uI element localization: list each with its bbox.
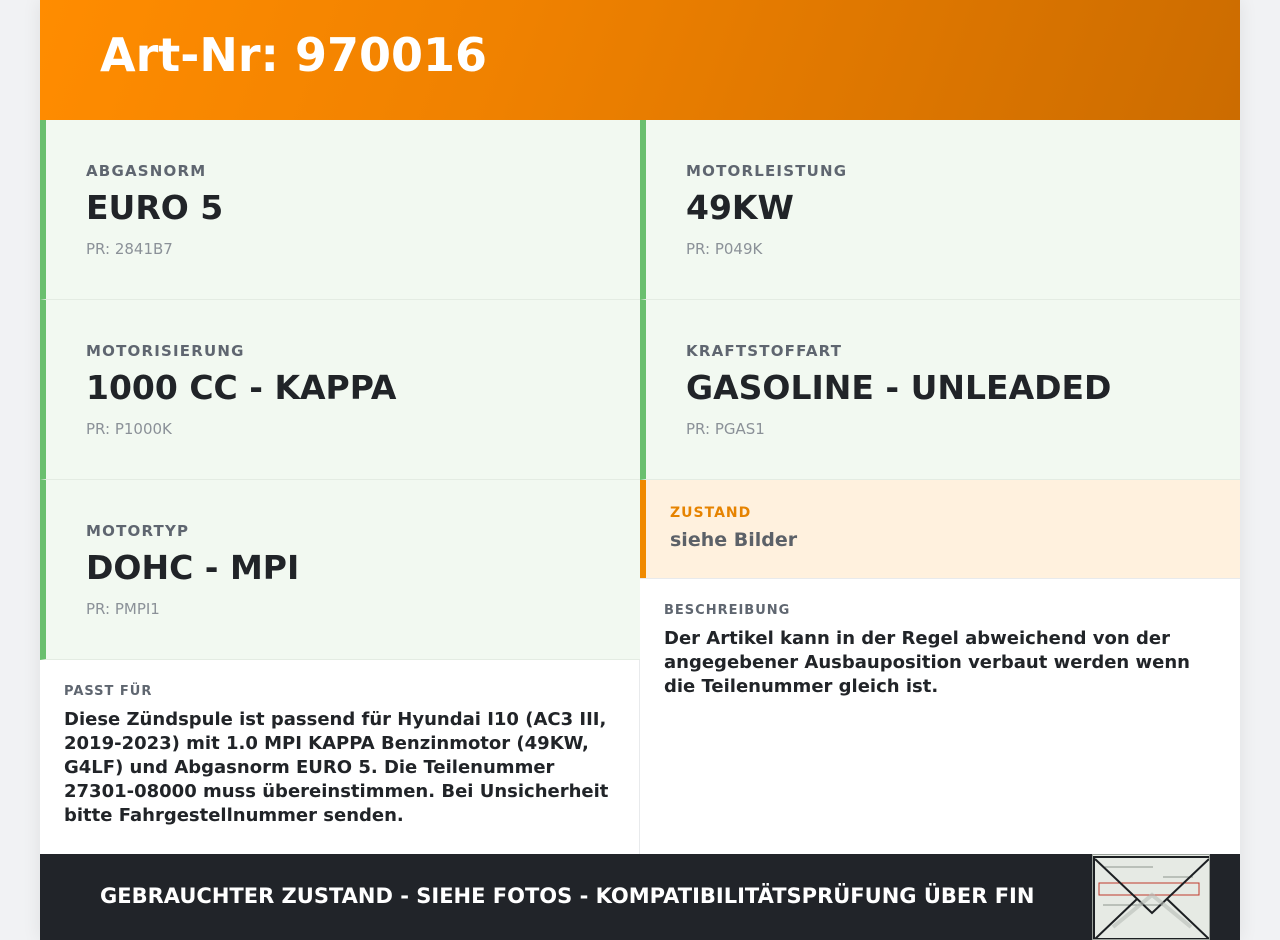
spec-pr-code: PR: PGAS1 xyxy=(686,420,765,438)
description-label: BESCHREIBUNG xyxy=(664,603,791,618)
footer-banner xyxy=(40,854,1240,940)
header-banner xyxy=(40,0,1240,120)
spec-value: 1000 CC - KAPPA xyxy=(86,368,397,407)
spec-label: MOTORISIERUNG xyxy=(86,342,245,360)
fits-for-text: Diese Zündspule ist passend für Hyundai I10 (AC3 III, 2019-2023) mit 1.0 MPI KAPPA Benzinmotor (49KW, G4LF) und Abgasnorm EURO 5. Die Teilenummer 27301-08000 muss übereinstimmen. Bei Unsicherheit bitte Fahrgestellnummer senden. xyxy=(64,709,609,826)
spec-card-motorisierung xyxy=(40,300,640,480)
spec-card-motorleistung xyxy=(640,120,1240,300)
spec-value: GASOLINE - UNLEADED xyxy=(686,368,1112,407)
description-block xyxy=(640,578,1240,854)
spec-pr-code: PR: 2841B7 xyxy=(86,240,173,258)
spec-pr-code: PR: P1000K xyxy=(86,420,172,438)
description-text: Der Artikel kann in der Regel abweichend von der angegebener Ausbauposition verbaut werden wenn die Teilenummer gleich ist. xyxy=(664,628,1190,697)
spec-card-motortyp xyxy=(40,480,640,660)
spec-card-kraftstoffart xyxy=(640,300,1240,480)
spec-label: ABGASNORM xyxy=(86,162,207,180)
spec-card-abgasnorm xyxy=(40,120,640,300)
condition-card xyxy=(640,480,1240,578)
product-page xyxy=(40,0,1240,940)
condition-label: ZUSTAND xyxy=(670,505,752,521)
spec-pr-code: PR: P049K xyxy=(686,240,763,258)
spec-value: EURO 5 xyxy=(86,188,224,227)
spec-label: KRAFTSTOFFART xyxy=(686,342,843,360)
spec-label: MOTORLEISTUNG xyxy=(686,162,848,180)
spec-pr-code: PR: PMPI1 xyxy=(86,600,160,618)
envelope-thumbnail-icon[interactable] xyxy=(1092,854,1210,940)
article-number-title: Art-Nr: 970016 xyxy=(100,28,488,82)
spec-value: 49KW xyxy=(686,188,794,227)
envelope-icon xyxy=(1093,855,1210,940)
spec-value: DOHC - MPI xyxy=(86,548,300,587)
footer-notice: GEBRAUCHTER ZUSTAND - SIEHE FOTOS - KOMPATIBILITÄTSPRÜFUNG ÜBER FIN xyxy=(100,884,1035,908)
fits-for-block xyxy=(40,660,640,854)
spec-label: MOTORTYP xyxy=(86,522,190,540)
fits-for-label: PASST FÜR xyxy=(64,684,153,699)
condition-value: siehe Bilder xyxy=(670,529,798,551)
